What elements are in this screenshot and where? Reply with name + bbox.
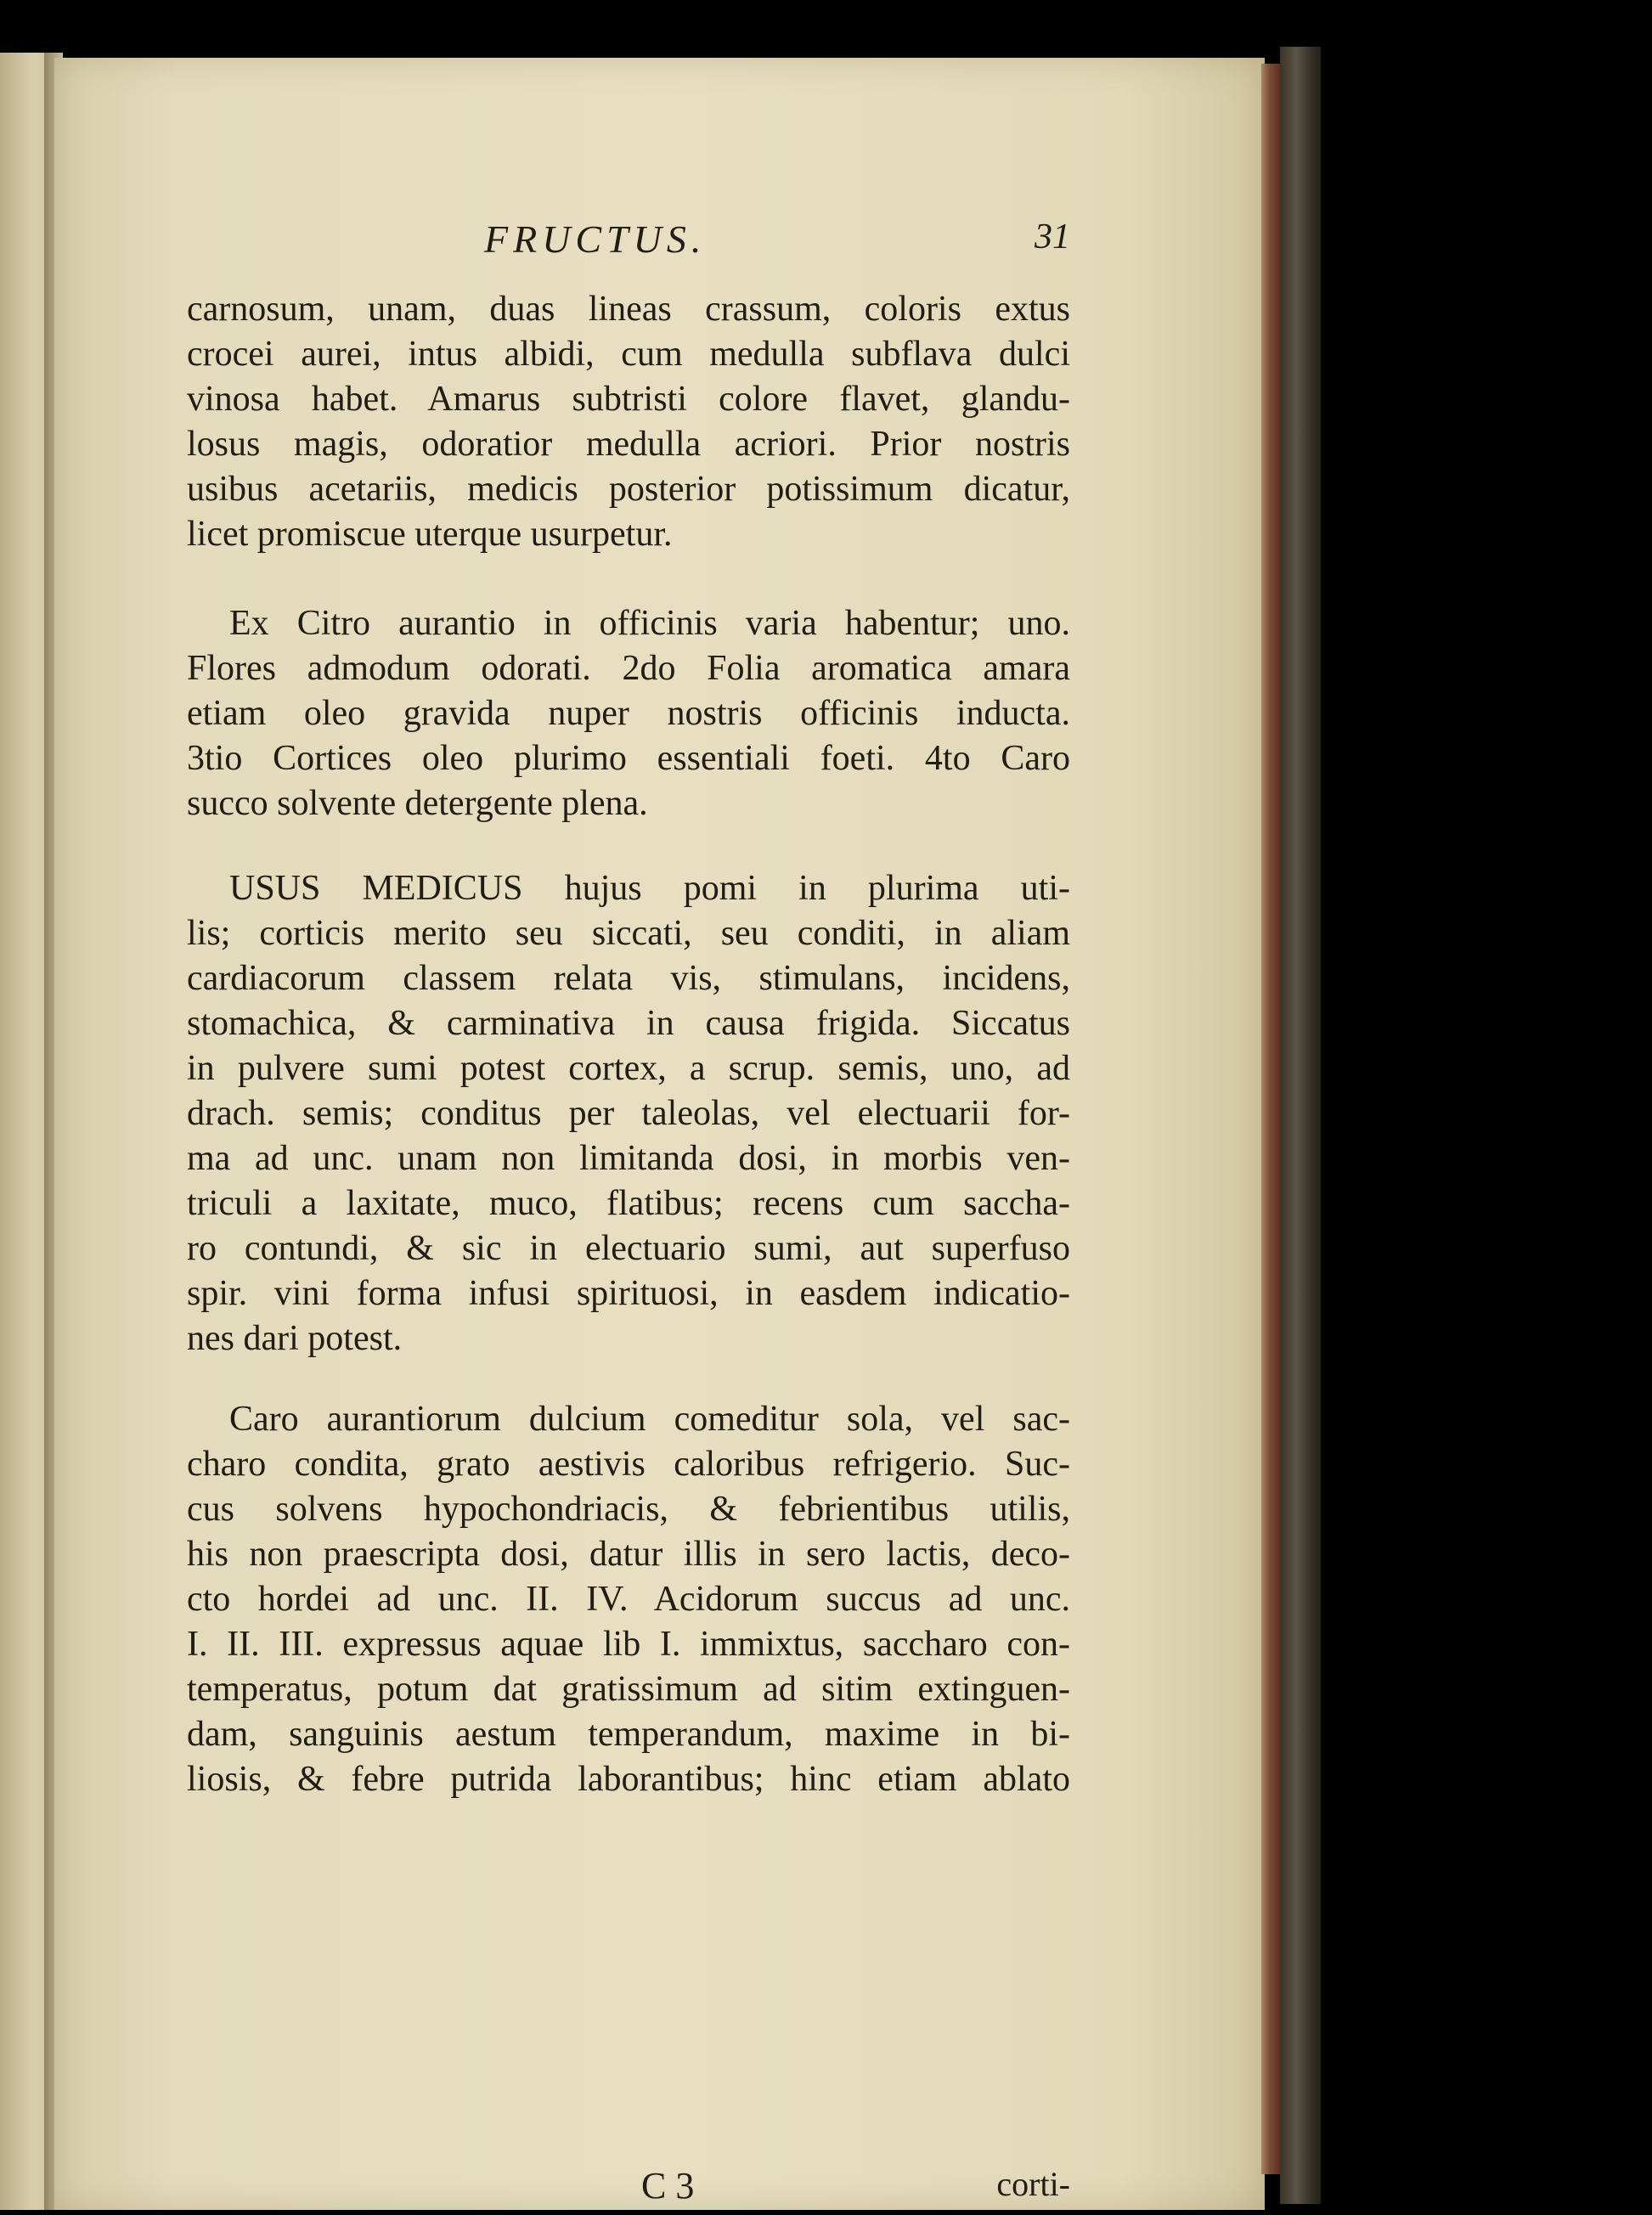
running-head: FRUCTUS. [484,217,707,261]
text-line: I. II. III. expressus aquae lib I. immixtus, saccharo con- [187,1625,1070,1664]
book-binding [1280,47,1321,2204]
text-line: spir. vini forma infusi spirituosi, in easdem indicatio- [187,1274,1070,1313]
page-header [187,217,1070,268]
text-line: ma ad unc. unam non limitanda dosi, in morbis ven- [187,1139,1070,1178]
text-line: USUS MEDICUS hujus pomi in plurima uti- [229,869,1070,908]
text-line: dam, sanguinis aestum temperandum, maxime in bi- [187,1715,1070,1754]
paragraph-3 [187,866,1070,1361]
text-line: cardiacorum classem relata vis, stimulans, incidens, [187,959,1070,998]
text-line: liosis, & febre putrida laborantibus; hinc etiam ablato [187,1760,1070,1799]
paragraph-1 [187,287,1070,557]
text-line: triculi a laxitate, muco, flatibus; recens cum saccha- [187,1184,1070,1223]
text-line: etiam oleo gravida nuper nostris officinis inducta. [187,694,1070,733]
text-line: Flores admodum odorati. 2do Folia aromatica amara [187,649,1070,688]
text-line: stomachica, & carminativa in causa frigida. Siccatus [187,1004,1070,1043]
text-line: Ex Citro aurantio in officinis varia habentur; uno. [229,604,1070,643]
text-line: lis; corticis merito seu siccati, seu conditi, in aliam [187,914,1070,953]
text-line: crocei aurei, intus albidi, cum medulla subflava dulci [187,335,1070,374]
text-line: Caro aurantiorum dulcium comeditur sola, vel sac- [229,1400,1070,1439]
paragraph-4 [187,1397,1070,1802]
paragraph-2 [187,601,1070,826]
page-edges [1261,64,1280,2174]
text-line: cus solvens hypochondriacis, & febrientibus utilis, [187,1490,1070,1529]
text-line: losus magis, odoratior medulla acriori. Prior nostris [187,425,1070,464]
page-footer [187,2164,1070,2215]
text-line: in pulvere sumi potest cortex, a scrup. semis, uno, ad [187,1049,1070,1088]
text-line: temperatus, potum dat gratissimum ad sitim extinguen- [187,1670,1070,1709]
text-line: carnosum, unam, duas lineas crassum, coloris extus [187,290,1070,329]
signature-mark: C 3 [641,2165,695,2207]
catchword: corti- [996,2165,1070,2203]
text-line: licet promiscue uterque usurpetur. [187,515,673,554]
page-number: 31 [1035,217,1070,256]
text-line: drach. semis; conditus per taleolas, vel electuarii for- [187,1094,1070,1133]
text-line: his non praescripta dosi, datur illis in sero lactis, deco- [187,1535,1070,1574]
text-line: charo condita, grato aestivis caloribus refrigerio. Suc- [187,1445,1070,1484]
text-line: 3tio Cortices oleo plurimo essentiali foeti. 4to Caro [187,739,1070,778]
text-line: succo solvente detergente plena. [187,784,648,823]
text-line: ro contundi, & sic in electuario sumi, aut superfuso [187,1229,1070,1268]
text-line: nes dari potest. [187,1319,403,1358]
text-line: vinosa habet. Amarus subtristi colore flavet, glandu- [187,380,1070,419]
text-line: usibus acetariis, medicis posterior potissimum dicatur, [187,470,1070,509]
text-line: cto hordei ad unc. II. IV. Acidorum succus ad unc. [187,1580,1070,1619]
